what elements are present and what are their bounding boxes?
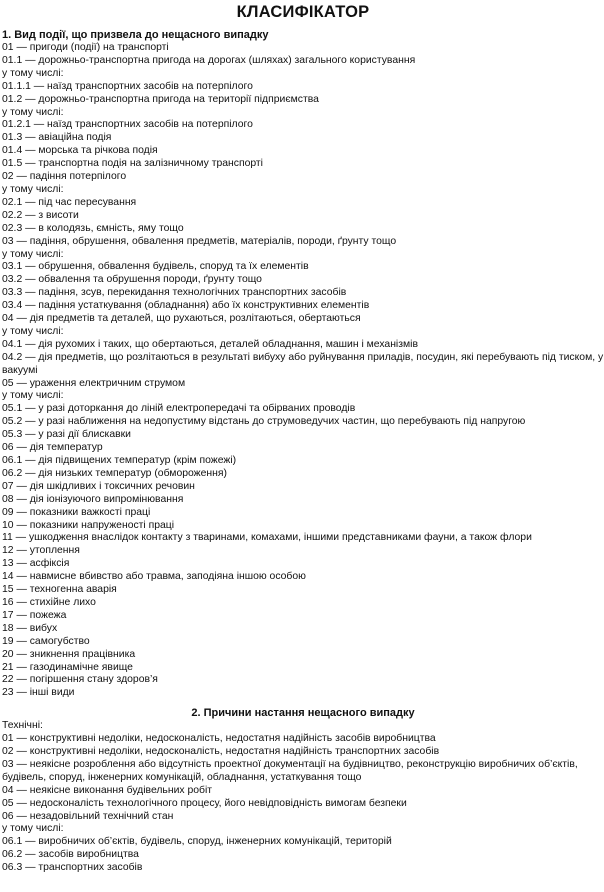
classifier-line: 07 — дія шкідливих і токсичних речовин bbox=[2, 480, 195, 492]
classifier-line: 18 — вибух bbox=[2, 622, 58, 634]
classifier-line: 06.1 — виробничих об’єктів, будівель, споруд, інженерних комунікацій, територій bbox=[2, 836, 392, 848]
classifier-line: 23 — інші види bbox=[2, 687, 75, 699]
classifier-line: 12 — утоплення bbox=[2, 545, 80, 557]
classifier-line: 04.2 — дія предметів, що розлітаються в результаті вибуху або руйнування приладів, посудин, які перебувають під тиском, у вакуумі bbox=[2, 351, 604, 376]
document-title: КЛАСИФІКАТОР bbox=[236, 3, 370, 21]
classifier-line: 01 — пригоди (події) на транспорті bbox=[2, 42, 169, 53]
section-1-heading: 1. Вид події, що призвела до нещасного випадку bbox=[2, 29, 269, 41]
classifier-line: у тому числі: bbox=[2, 67, 64, 79]
classifier-line: 05 — ураження електричним струмом bbox=[2, 377, 186, 389]
classifier-line: 06.2 — засобів виробництва bbox=[2, 849, 139, 861]
classifier-line: 01 — конструктивні недоліки, недосконалість, недостатня надійність засобів виробництва bbox=[2, 733, 436, 745]
classifier-line: 02.3 — в колодязь, ємність, яму тощо bbox=[2, 222, 184, 234]
classifier-line: 15 — техногенна аварія bbox=[2, 584, 117, 596]
classifier-line: 09 — показники важкості праці bbox=[2, 506, 151, 518]
classifier-line: 03.4 — падіння устаткування (обладнання) або їх конструктивних елементів bbox=[2, 300, 370, 312]
classifier-line: 06.3 — транспортних засобів bbox=[2, 862, 143, 874]
classifier-line: 17 — пожежа bbox=[2, 609, 67, 621]
classifier-line: 06 — дія температур bbox=[2, 442, 103, 454]
classifier-line: 06.1 — дія підвищених температур (крім пожежі) bbox=[2, 455, 237, 466]
classifier-line: у тому числі: bbox=[2, 183, 64, 195]
section-2-list bbox=[2, 720, 604, 875]
classifier-line: 01.2 — дорожньо-транспортна пригода на території підприємства bbox=[2, 93, 319, 105]
classifier-line: 14 — навмисне вбивство або травма, заподіяна іншою особою bbox=[2, 571, 306, 583]
section-2-heading: 2. Причини настання нещасного випадку bbox=[191, 707, 415, 720]
classifier-line: 03.3 — падіння, зсув, перекидання технологічних транспортних засобів bbox=[2, 287, 347, 299]
classifier-line: 03.2 — обвалення та обрушення породи, ґрунту тощо bbox=[2, 274, 262, 286]
classifier-line: 01.1.1 — наїзд транспортних засобів на потерпілого bbox=[2, 80, 253, 92]
classifier-line: 19 — самогубство bbox=[2, 635, 90, 647]
classifier-line: 13 — асфіксія bbox=[2, 558, 70, 570]
classifier-line: 02.1 — під час пересування bbox=[2, 196, 137, 208]
classifier-line: 21 — газодинамічне явище bbox=[2, 661, 133, 673]
section-event-types bbox=[2, 29, 604, 700]
classifier-line: Технічні: bbox=[2, 720, 43, 732]
classifier-line: 05 — недосконалість технологічного процесу, його невідповідність вимогам безпеки bbox=[2, 797, 407, 809]
classifier-line: 01.5 — транспортна подія на залізничному транспорті bbox=[2, 158, 263, 170]
classifier-line: у тому числі: bbox=[2, 823, 64, 835]
classifier-line: 02 — конструктивні недоліки, недосконалість, недостатня надійність транспортних засобів bbox=[2, 746, 440, 758]
classifier-line: 05.1 — у разі доторкання до ліній електропередачі та обірваних проводів bbox=[2, 403, 356, 415]
classifier-line: у тому числі: bbox=[2, 390, 64, 402]
classifier-line: 03 — падіння, обрушення, обвалення предметів, матеріалів, породи, ґрунту тощо bbox=[2, 235, 397, 247]
classifier-line: 01.2.1 — наїзд транспортних засобів на потерпілого bbox=[2, 119, 253, 131]
classifier-line: 06.2 — дія низьких температур (обмороження) bbox=[2, 467, 227, 479]
classifier-line: 05.2 — у разі наближення на недопустиму відстань до струмоведучих частин, що перебувають під напругою bbox=[2, 416, 526, 428]
classifier-line: 11 — ушкодження внаслідок контакту з тваринами, комахами, іншими представниками фауни, а також флори bbox=[2, 532, 532, 544]
section-1-list bbox=[2, 42, 604, 700]
document-page bbox=[0, 1, 604, 892]
classifier-line: 02 — падіння потерпілого bbox=[2, 171, 127, 183]
classifier-line: 01.4 — морська та річкова подія bbox=[2, 145, 158, 157]
classifier-line: 01.3 — авіаційна подія bbox=[2, 132, 112, 144]
classifier-line: 02.2 — з висоти bbox=[2, 209, 79, 221]
classifier-line: 04.1 — дія рухомих і таких, що обертаються, деталей обладнання, машин і механізмів bbox=[2, 338, 418, 350]
classifier-line: у тому числі: bbox=[2, 325, 64, 337]
classifier-line: у тому числі: bbox=[2, 248, 64, 260]
classifier-line: 05.3 — у разі дії блискавки bbox=[2, 429, 131, 441]
classifier-line: 22 — погіршення стану здоров’я bbox=[2, 674, 158, 686]
classifier-line: 04 — дія предметів та деталей, що рухаються, розлітаються, обертаються bbox=[2, 313, 361, 325]
classifier-line: 03 — неякісне розроблення або відсутність проектної документації на будівництво, реконструкцію виробничих об’єктів, будівель, споруд, інженерних комунікацій, обладнання, устаткування тощо bbox=[2, 758, 578, 783]
classifier-line: 04 — неякісне виконання будівельних робіт bbox=[2, 784, 213, 796]
classifier-line: 08 — дія іонізуючого випромінювання bbox=[2, 493, 184, 505]
classifier-line: 03.1 — обрушення, обвалення будівель, споруд та їх елементів bbox=[2, 261, 309, 273]
classifier-line: 01.1 — дорожньо-транспортна пригода на дорогах (шляхах) загального користування bbox=[2, 54, 416, 66]
section-causes bbox=[2, 707, 604, 875]
classifier-line: 20 — зникнення працівника bbox=[2, 648, 136, 660]
classifier-line: 10 — показники напруженості праці bbox=[2, 519, 175, 531]
classifier-line: 06 — незадовільний технічний стан bbox=[2, 810, 174, 822]
classifier-line: 16 — стихійне лихо bbox=[2, 596, 96, 608]
classifier-line: у тому числі: bbox=[2, 106, 64, 118]
